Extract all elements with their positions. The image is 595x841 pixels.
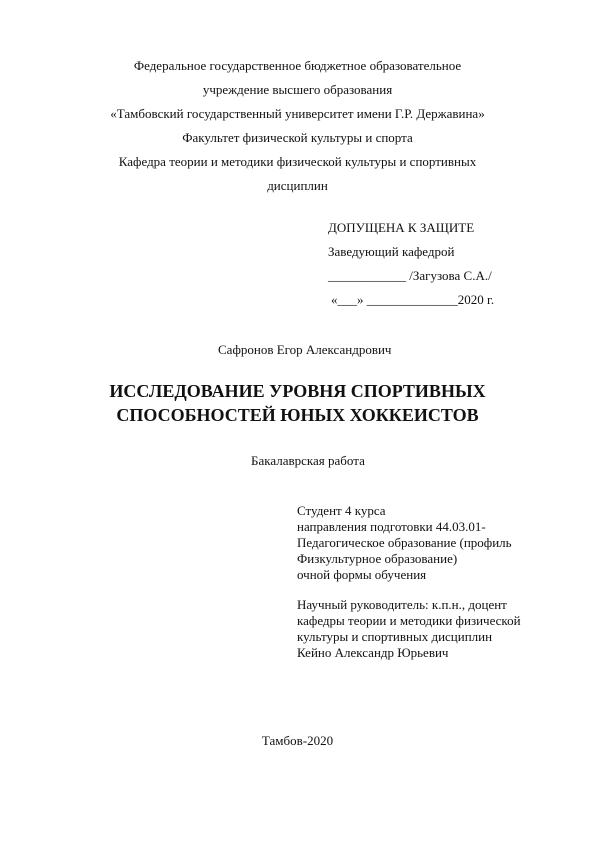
header-line-department-cont: дисциплин <box>267 178 328 193</box>
supervisor-line-department-cont: культуры и спортивных дисциплин <box>297 629 493 644</box>
admitted-label: ДОПУЩЕНА К ЗАЩИТЕ <box>328 220 475 235</box>
supervisor-line-department: кафедры теории и методики физической <box>297 613 521 628</box>
student-line-course: Студент 4 курса <box>297 503 386 518</box>
student-line-direction: направления подготовки 44.03.01- <box>297 519 486 534</box>
supervisor-line-title: Научный руководитель: к.п.н., доцент <box>297 597 507 612</box>
thesis-title-line-2: СПОСОБНОСТЕЙ ЮНЫХ ХОККЕИСТОВ <box>116 405 479 425</box>
city-year: Тамбов-2020 <box>261 733 334 748</box>
student-line-study-form: очной формы обучения <box>297 567 427 582</box>
student-info-block <box>297 503 521 661</box>
header-line-faculty: Факультет физической культуры и спорта <box>182 130 413 145</box>
header-line-federal: Федеральное государственное бюджетное образовательное <box>133 58 462 73</box>
signature-line: ____________ /Загузова С.А./ <box>328 268 492 283</box>
header-line-institution-type: учреждение высшего образования <box>202 82 393 97</box>
student-line-program: Педагогическое образование (профиль <box>297 535 512 550</box>
thesis-title-line-1: ИССЛЕДОВАНИЕ УРОВНЯ СПОРТИВНЫХ <box>109 381 486 401</box>
approval-date-line: «___» ______________2020 г. <box>331 292 495 307</box>
header-line-university: «Тамбовский государственный университет имени Г.Р. Державина» <box>110 106 485 121</box>
head-of-department-label: Заведующий кафедрой <box>328 244 455 259</box>
header-line-department: Кафедра теории и методики физической культуры и спортивных <box>118 154 477 169</box>
work-type: Бакалаврская работа <box>251 453 365 468</box>
supervisor-name: Кейно Александр Юрьевич <box>297 645 449 660</box>
author-name: Сафронов Егор Александрович <box>218 342 392 357</box>
student-line-profile: Физкультурное образование) <box>297 551 458 566</box>
